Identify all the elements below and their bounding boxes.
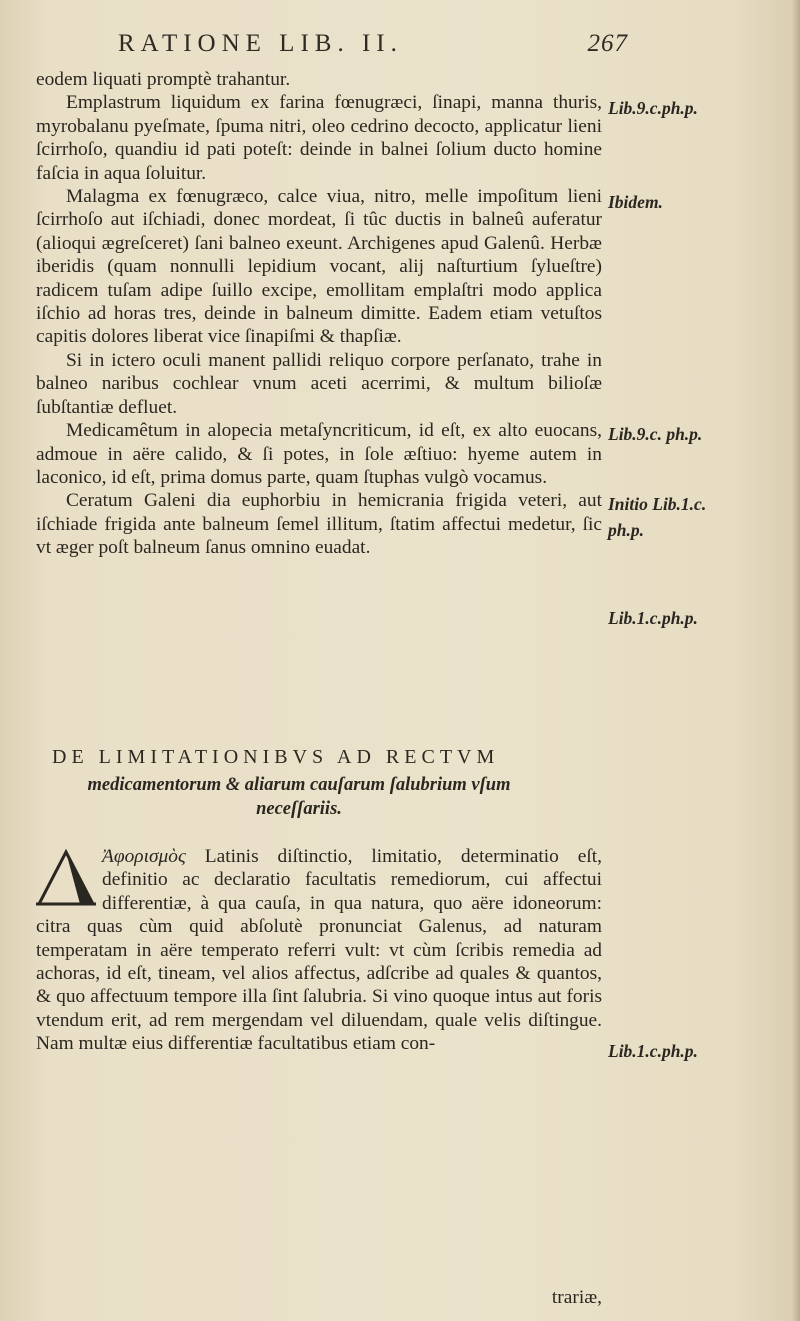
margin-note-6: Lib.1.c.ph.p. (608, 608, 698, 628)
page-number: 267 (587, 30, 628, 57)
margin-note-2: Ibidem. (608, 192, 663, 212)
drop-cap-delta-icon (36, 849, 96, 907)
margin-note-1: Lib.9.c.ph.p. (608, 98, 698, 118)
running-head-title: RATIONE LIB. II. (118, 30, 403, 57)
paragraph-6: Ceratum Galeni dia euphorbiu in hemicrania frigida veteri, aut iſchiade frigida ante balneum ſemel illitum, ſtatim affectui medetur, ſic vt æger poſt balneum ſanus omnino euadat. (36, 490, 602, 559)
paragraph-2: Emplastrum liquidum ex farina fœnugræci, ſinapi, manna thuris, myrobalanu pyeſmate, ſpuma nitri, oleo cedrino decocto, applicatur lieni ſcirrhoſo, quandiu id pati poteſt: deinde in balnei ſolium ducto homine faſcia in aqua ſoluitur. (36, 92, 602, 184)
final-paragraph-text: Latinis diſtinctio, limitatio, determinatio eſt, definitio ac declaratio facultatis remediorum, cui affectui differentiæ, à qua cauſa, in qua natura, quo aëre idoneorum: citra quas cùm quid abſolutè pronunciat Galenus, ad naturam temperatam in aëre temperato referri vult: vt cùm ſcribis remedia ad achoras, id eſt, tineam, vel alios affectus, adſcribe ad quales & quantos, & quo affectuum tempore illa ſint ſalubria. Si vino quoque intus aut foris vtendum erit, ad rem mergendam vel diluendam, quale velis diſtingue. Nam multæ eius differentiæ facultatibus etiam con- (36, 846, 602, 1055)
margin-note-7: Lib.1.c.ph.p. (608, 1041, 698, 1061)
section-subtitle: medicamentorum & aliarum cauſarum ſalubrium vſum neceſſariis. (87, 775, 511, 819)
margin-note-5: ph.p. (608, 520, 644, 540)
running-head (118, 30, 628, 62)
paragraph-4: Si in ictero oculi manent pallidi reliquo corpore perſanato, trahe in balneo naribus cochlear vnum aceti acerrimi, & multum bilioſæ ſubſtantiæ defluet. (36, 349, 602, 418)
paragraph-1: eodem liquati promptè trahantur. (36, 69, 291, 90)
body-text (36, 68, 602, 560)
greek-term: Ἀφορισμὸς (102, 846, 186, 867)
catchword: trariæ, (551, 1287, 602, 1308)
section-title: DE LIMITATIONIBVS AD RECTVM (52, 746, 500, 768)
margin-note-3: Lib.9.c. ph.p. (608, 424, 703, 444)
final-paragraph (36, 845, 602, 1056)
paragraph-5: Medicamêtum in alopecia metaſyncriticum, id eſt, ex alto euocans, admoue in aëre calido, & ſi potes, in ſole æſtiuo: hyeme autem in laconico, id eſt, prima domus parte, quam ſtuphas vulgò vocamus. (36, 420, 602, 488)
margin-note-4: Initio Lib.1.c. (608, 494, 707, 514)
paragraph-3: Malagma ex fœnugræco, calce viua, nitro, melle impoſitum lieni ſcirrhoſo aut iſchiadi, donec mordeat, ſi tûc ductis in balneû auferatur (alioqui ægreſceret) ſani balneo exeunt. Archigenes apud Galenû. Herbæ iberidis (quam nonnulli lepidium vocant, alij naſturtium ſylueſtre) radicem tuſam adipe ſuillo excipe, emollitam emplaſtri modo applica iſchio ad horas tres, deinde in balneum dimitte. Eadem etiam vetuſtos capitis dolores liberat vice ſinapiſmi & thapſiæ. (36, 186, 602, 348)
